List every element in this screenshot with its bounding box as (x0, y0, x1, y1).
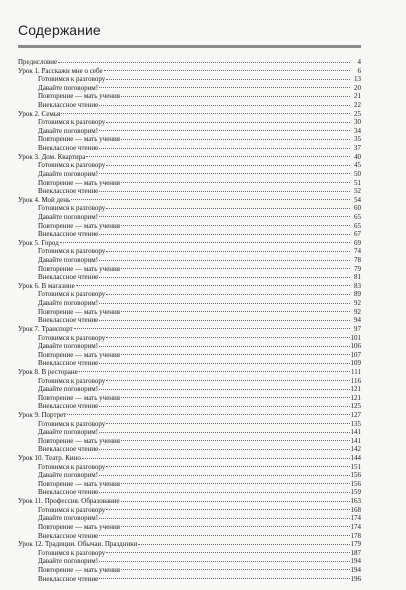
toc-entry-label: Давайте поговорим! (38, 385, 99, 394)
toc-entry-page: 65 (354, 212, 361, 221)
toc-entry-label: Внеклассное чтение (38, 574, 99, 583)
dot-leader (106, 79, 350, 80)
dot-leader (106, 122, 350, 123)
toc-subentry (18, 118, 361, 127)
toc-subentry (18, 127, 361, 136)
dot-leader (99, 363, 349, 364)
toc-entry-page: 34 (354, 126, 361, 135)
toc-entry-page: 141 (350, 436, 361, 445)
dot-leader (99, 260, 350, 261)
dot-leader (99, 148, 350, 149)
toc-subentry (18, 299, 361, 308)
toc-entry-page: 156 (350, 471, 361, 480)
dot-leader (99, 303, 350, 304)
toc-entry-label: Готовимся к разговору (38, 548, 106, 557)
dot-leader (121, 526, 349, 527)
dot-leader (99, 87, 350, 88)
toc-entry (18, 282, 361, 291)
toc-subentry (18, 557, 361, 566)
dot-leader (76, 285, 350, 286)
toc-entry-label: Внеклассное чтение (38, 273, 99, 282)
dot-leader (106, 208, 350, 209)
toc-entry-page: 144 (350, 454, 361, 463)
toc-subentry (18, 488, 361, 497)
toc-entry-label: Давайте поговорим! (38, 256, 99, 265)
toc-entry-page: 35 (354, 135, 361, 144)
toc-entry-page: 116 (350, 376, 361, 385)
toc-entry-label: Урок 5. Город (18, 238, 59, 247)
toc-entry-label: Предисловие (18, 58, 58, 66)
toc-entry (18, 497, 361, 506)
toc-entry-page: 163 (350, 497, 361, 506)
toc-entry-label: Давайте поговорим! (38, 557, 99, 566)
toc-subentry (18, 187, 361, 196)
dot-leader (106, 165, 350, 166)
toc-entry-label: Повторение — мать учения (38, 436, 121, 445)
toc-entry-label: Урок 8. В ресторане (18, 367, 78, 376)
toc-entry-page: 111 (351, 367, 361, 376)
toc-entry-page: 54 (354, 195, 361, 204)
dot-leader (106, 294, 350, 295)
toc-entry (18, 540, 361, 549)
toc-entry-label: Готовимся к разговору (38, 75, 106, 84)
toc-entry-label: Готовимся к разговору (38, 376, 106, 385)
dot-leader (121, 569, 349, 570)
dot-leader (121, 311, 350, 312)
dot-leader (121, 225, 350, 226)
toc-subentry (18, 170, 361, 179)
toc-entry-label: Повторение — мать учения (38, 522, 121, 531)
toc-subentry (18, 316, 361, 325)
toc-subentry (18, 222, 361, 231)
toc-entry-label: Урок 12. Традиции. Обычаи. Праздники (18, 540, 138, 549)
dot-leader (121, 96, 350, 97)
toc-entry-label: Давайте поговорим! (38, 169, 99, 178)
dot-leader (121, 268, 350, 269)
toc-entry-label: Готовимся к разговору (38, 118, 106, 127)
table-of-contents (18, 58, 361, 583)
dot-leader (99, 105, 350, 106)
dot-leader (99, 449, 349, 450)
toc-entry-page: 45 (354, 161, 361, 170)
toc-entry (18, 58, 361, 67)
toc-entry-page: 151 (350, 462, 361, 471)
toc-entry-label: Урок 4. Мой день (18, 195, 71, 204)
toc-entry-label: Урок 2. Семья (18, 109, 61, 118)
toc-entry-page: 174 (350, 514, 361, 523)
toc-entry-label: Готовимся к разговору (38, 204, 106, 213)
toc-entry-page: 50 (354, 169, 361, 178)
toc-subentry (18, 532, 361, 541)
toc-entry-page: 79 (354, 264, 361, 273)
toc-entry-page: 83 (354, 281, 361, 290)
toc-entry-label: Внеклассное чтение (38, 531, 99, 540)
toc-subentry (18, 161, 361, 170)
toc-entry (18, 153, 361, 162)
toc-subentry (18, 506, 361, 515)
toc-entry-page: 60 (354, 204, 361, 213)
toc-entry-page: 81 (354, 273, 361, 282)
toc-subentry (18, 256, 361, 265)
title-rule (18, 45, 361, 48)
dot-leader (121, 501, 350, 502)
toc-subentry (18, 437, 361, 446)
toc-subentry (18, 308, 361, 317)
toc-subentry (18, 463, 361, 472)
dot-leader (99, 173, 350, 174)
dot-leader (121, 354, 349, 355)
toc-entry-page: 178 (350, 531, 361, 540)
toc-subentry (18, 92, 361, 101)
dot-leader (99, 561, 349, 562)
toc-entry-page: 40 (354, 152, 361, 161)
toc-entry (18, 325, 361, 334)
dot-leader (106, 423, 349, 424)
toc-subentry (18, 471, 361, 480)
toc-subentry (18, 342, 361, 351)
dot-leader (99, 432, 349, 433)
toc-entry-label: Готовимся к разговору (38, 161, 106, 170)
toc-entry-label: Урок 6. В магазине (18, 281, 75, 290)
toc-entry-page: 179 (350, 540, 361, 549)
toc-entry-page: 187 (350, 548, 361, 557)
toc-subentry (18, 394, 361, 403)
toc-entry-label: Готовимся к разговору (38, 505, 106, 514)
page-title: Содержание (18, 22, 101, 38)
dot-leader (121, 139, 350, 140)
toc-entry (18, 110, 361, 119)
toc-entry-page: 194 (350, 557, 361, 566)
toc-subentry (18, 566, 361, 575)
toc-entry-label: Внеклассное чтение (38, 144, 99, 153)
dot-leader (99, 234, 350, 235)
toc-subentry (18, 213, 361, 222)
toc-entry-label: Урок 7. Транспорт (18, 324, 73, 333)
toc-entry-label: Давайте поговорим! (38, 514, 99, 523)
dot-leader (86, 156, 350, 157)
toc-entry (18, 67, 361, 76)
toc-entry-page: 74 (354, 247, 361, 256)
toc-subentry (18, 523, 361, 532)
toc-entry (18, 368, 361, 377)
toc-entry-page: 194 (350, 565, 361, 574)
toc-entry-page: 97 (354, 324, 361, 333)
toc-entry-page: 127 (350, 410, 361, 419)
toc-entry-label: Давайте поговорим! (38, 471, 99, 480)
toc-entry-label: Давайте поговорим! (38, 212, 99, 221)
toc-entry-page: 121 (350, 385, 361, 394)
toc-entry-label: Готовимся к разговору (38, 290, 106, 299)
toc-entry-label: Внеклассное чтение (38, 101, 99, 110)
toc-entry-page: 22 (354, 101, 361, 110)
toc-entry-page: 109 (350, 359, 361, 368)
dot-leader (99, 389, 349, 390)
toc-entry-label: Внеклассное чтение (38, 230, 99, 239)
dot-leader (99, 346, 349, 347)
toc-entry-label: Давайте поговорим! (38, 342, 99, 351)
dot-leader (60, 242, 350, 243)
toc-entry-page: 156 (350, 479, 361, 488)
toc-entry-label: Давайте поговорим! (38, 428, 99, 437)
dot-leader (106, 251, 350, 252)
toc-entry-label: Готовимся к разговору (38, 419, 106, 428)
toc-entry-label: Повторение — мать учения (38, 135, 121, 144)
toc-entry-label: Готовимся к разговору (38, 462, 106, 471)
toc-entry-label: Внеклассное чтение (38, 316, 99, 325)
dot-leader (106, 380, 350, 381)
dot-leader (99, 216, 350, 217)
toc-entry-page: 30 (354, 118, 361, 127)
toc-subentry (18, 420, 361, 429)
toc-entry-label: Урок 10. Театр. Кино (18, 454, 81, 463)
toc-entry-page: 6 (357, 66, 361, 75)
toc-subentry (18, 135, 361, 144)
toc-entry-page: 106 (350, 342, 361, 351)
dot-leader (106, 509, 349, 510)
toc-subentry (18, 230, 361, 239)
toc-entry-page: 89 (354, 290, 361, 299)
toc-subentry (18, 290, 361, 299)
toc-entry-page: 159 (350, 488, 361, 497)
toc-entry-page: 174 (350, 522, 361, 531)
toc-entry-page: 92 (354, 299, 361, 308)
toc-entry-label: Готовимся к разговору (38, 333, 106, 342)
toc-entry-page: 65 (354, 221, 361, 230)
dot-leader (61, 113, 350, 114)
dot-leader (67, 414, 349, 415)
toc-entry-page: 107 (350, 350, 361, 359)
toc-entry-label: Внеклассное чтение (38, 187, 99, 196)
toc-subentry (18, 273, 361, 282)
dot-leader (99, 578, 349, 579)
toc-entry-page: 141 (350, 428, 361, 437)
toc-entry-page: 125 (350, 402, 361, 411)
toc-subentry (18, 514, 361, 523)
toc-subentry (18, 359, 361, 368)
toc-entry-label: Повторение — мать учения (38, 264, 121, 273)
toc-entry-label: Давайте поговорим! (38, 126, 99, 135)
toc-subentry (18, 179, 361, 188)
toc-subentry (18, 247, 361, 256)
dot-leader (106, 337, 349, 338)
toc-entry (18, 454, 361, 463)
dot-leader (58, 62, 350, 63)
dot-leader (106, 466, 349, 467)
toc-subentry (18, 144, 361, 153)
dot-leader (99, 518, 349, 519)
toc-entry-label: Повторение — мать учения (38, 307, 121, 316)
toc-entry-label: Повторение — мать учения (38, 221, 121, 230)
dot-leader (121, 483, 349, 484)
dot-leader (99, 406, 349, 407)
toc-subentry (18, 84, 361, 93)
toc-entry-page: 20 (354, 83, 361, 92)
toc-entry-page: 69 (354, 238, 361, 247)
dot-leader (138, 544, 349, 545)
dot-leader (99, 191, 350, 192)
toc-entry-label: Внеклассное чтение (38, 359, 99, 368)
toc-entry-label: Давайте поговорим! (38, 299, 99, 308)
toc-entry-page: 92 (354, 307, 361, 316)
dot-leader (121, 182, 350, 183)
toc-entry (18, 411, 361, 420)
toc-entry-page: 37 (354, 144, 361, 153)
toc-entry-page: 196 (350, 574, 361, 583)
toc-entry-page: 135 (350, 419, 361, 428)
toc-entry (18, 239, 361, 248)
toc-entry-page: 101 (350, 333, 361, 342)
toc-entry-label: Повторение — мать учения (38, 92, 121, 101)
toc-entry-label: Повторение — мать учения (38, 565, 121, 574)
toc-entry-label: Готовимся к разговору (38, 247, 106, 256)
toc-entry-page: 78 (354, 256, 361, 265)
toc-subentry (18, 265, 361, 274)
toc-subentry (18, 377, 361, 386)
dot-leader (99, 277, 350, 278)
toc-subentry (18, 75, 361, 84)
dot-leader (99, 535, 349, 536)
toc-entry-label: Внеклассное чтение (38, 445, 99, 454)
dot-leader (71, 199, 350, 200)
toc-entry-label: Внеклассное чтение (38, 402, 99, 411)
toc-entry-label: Давайте поговорим! (38, 83, 99, 92)
toc-entry-label: Повторение — мать учения (38, 350, 121, 359)
dot-leader (121, 397, 349, 398)
toc-entry-page: 51 (354, 178, 361, 187)
dot-leader (99, 492, 349, 493)
toc-entry-label: Урок 1. Расскажи мне о себе (18, 66, 103, 75)
dot-leader (106, 552, 349, 553)
toc-subentry (18, 101, 361, 110)
dot-leader (74, 328, 350, 329)
toc-entry-label: Урок 3. Дом. Квартира (18, 152, 86, 161)
toc-subentry (18, 334, 361, 343)
toc-entry-page: 94 (354, 316, 361, 325)
toc-entry (18, 196, 361, 205)
toc-subentry (18, 445, 361, 454)
dot-leader (99, 475, 349, 476)
toc-entry-label: Внеклассное чтение (38, 488, 99, 497)
toc-entry-page: 142 (350, 445, 361, 454)
dot-leader (82, 458, 350, 459)
toc-entry-page: 67 (354, 230, 361, 239)
toc-entry-page: 4 (357, 58, 361, 66)
toc-entry-page: 13 (354, 75, 361, 84)
toc-entry-page: 121 (350, 393, 361, 402)
toc-entry-label: Повторение — мать учения (38, 178, 121, 187)
dot-leader (79, 371, 350, 372)
toc-entry-page: 25 (354, 109, 361, 118)
toc-entry-label: Повторение — мать учения (38, 393, 121, 402)
toc-entry-label: Урок 11. Профессия. Образование (18, 497, 120, 506)
toc-subentry (18, 549, 361, 558)
toc-subentry (18, 351, 361, 360)
toc-entry-label: Повторение — мать учения (38, 479, 121, 488)
toc-entry-page: 168 (350, 505, 361, 514)
dot-leader (121, 440, 349, 441)
dot-leader (99, 130, 350, 131)
toc-subentry (18, 480, 361, 489)
toc-subentry (18, 575, 361, 584)
toc-subentry (18, 204, 361, 213)
toc-subentry (18, 428, 361, 437)
toc-subentry (18, 402, 361, 411)
toc-subentry (18, 385, 361, 394)
toc-entry-label: Урок 9. Портрет (18, 410, 67, 419)
dot-leader (99, 320, 350, 321)
toc-entry-page: 21 (354, 92, 361, 101)
dot-leader (104, 70, 350, 71)
toc-entry-page: 52 (354, 187, 361, 196)
